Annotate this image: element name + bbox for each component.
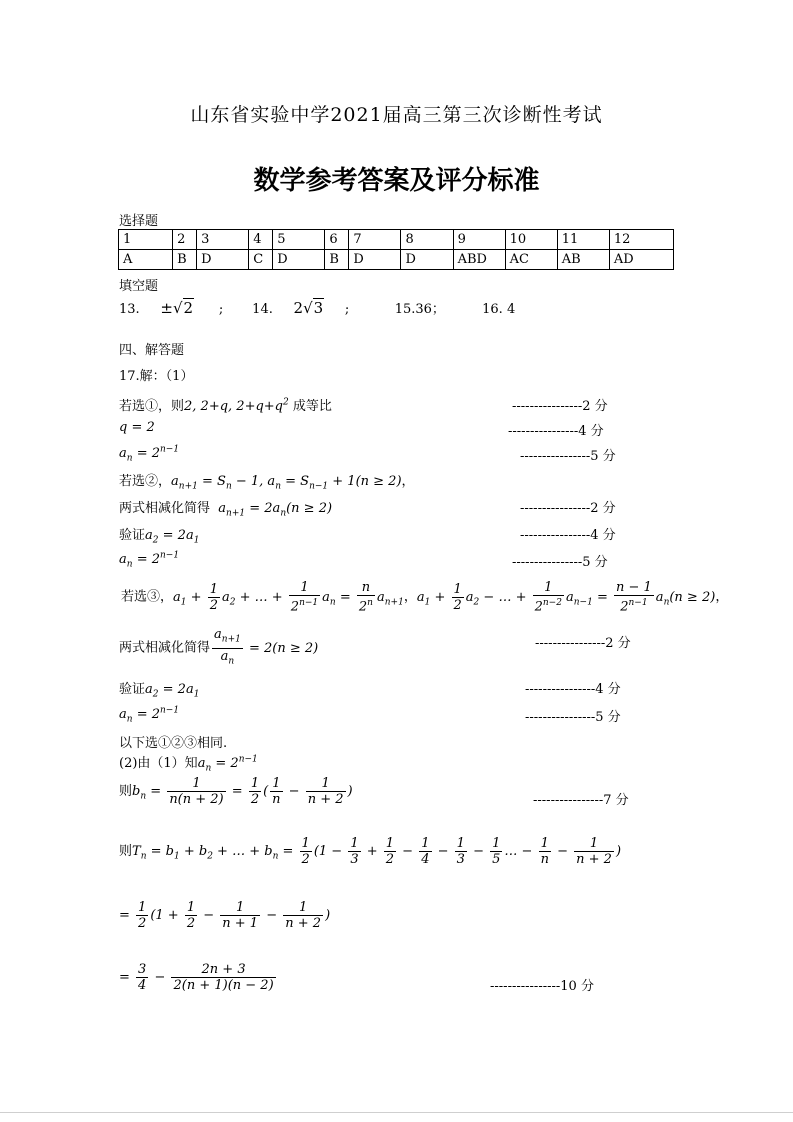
fill-answers: [119, 298, 515, 317]
q13-number: 13.: [119, 302, 140, 317]
part2-formula: $a_n = 2^{n-1}$: [197, 754, 258, 774]
option3-line: 若选③，$a_1$ + $\frac{1}{2}$ $a_2$ + … + $\frac{1}{2^{n-1}}$ $a_n$ = $\frac{n}{2^n}$ $a_{n+1}$，$a_1$ + $\frac{1}{2}$ $a_2$ − … + $\frac{1}{2^{n-2}}$ $a_{n-1}$ = $\frac{n - 1}{2^{n-1}}$ $a_n(n \ge 2)$，: [121, 580, 729, 615]
table-cell: 7: [349, 230, 401, 250]
table-cell: 2: [173, 230, 197, 250]
answer-row: [119, 250, 674, 270]
q14-coef: 2: [293, 299, 304, 317]
verify-text: 验证: [119, 528, 146, 543]
table-cell: 1: [119, 230, 173, 250]
table-cell: ABD: [453, 250, 505, 270]
table-cell: D: [401, 250, 453, 270]
exam-title: 山东省实验中学2021届高三第三次诊断性考试: [190, 104, 603, 126]
verify-text: 验证: [119, 682, 146, 697]
score-4: ----------------4 分: [520, 528, 616, 543]
q-value-line: [119, 420, 155, 435]
q13-separator: ;: [218, 302, 224, 317]
reduce2-text: 两式相减化简得: [119, 501, 211, 516]
verify2-line: [119, 524, 199, 546]
verify3-line: [119, 678, 199, 700]
question-number-row: [119, 230, 674, 250]
bn-line: [119, 776, 353, 807]
option1-formula: 2, 2+q, $2+q+q^2$: [184, 397, 289, 414]
an-line-2: [119, 551, 179, 570]
an-formula: $a_n = 2^{n-1}$: [119, 706, 180, 725]
option3-formula: $a_1$ + $\frac{1}{2}$ $a_2$ + … + $\frac{1}{2^{n-1}}$ $a_n$ = $\frac{n}{2^n}$ $a_{n+1}$: [173, 580, 404, 615]
q13-sign: ±: [160, 299, 173, 317]
table-cell: 5: [273, 230, 325, 250]
tn-result-formula: = $\frac{3}{4}$ − $\frac{2n + 3}{2(n + 1)(n - 2)}$: [119, 962, 274, 993]
an-line-3: [119, 706, 179, 725]
table-cell: AB: [557, 250, 609, 270]
reduce3-line: [119, 627, 318, 669]
q14-separator: ;: [344, 302, 350, 317]
q13-radicand: 2: [183, 299, 194, 317]
score-5: ----------------5 分: [512, 555, 608, 570]
q17-heading: 17.解：（1）: [119, 369, 194, 384]
score-4: ----------------4 分: [525, 682, 621, 697]
q14-answer: 2√3: [293, 299, 324, 317]
q13-answer: ±√2: [160, 299, 194, 317]
part2-line: [119, 752, 258, 774]
q15-answer: 15.36；: [394, 302, 445, 317]
bn-prefix: 则: [119, 784, 133, 799]
tn-step2: [119, 900, 330, 931]
option2-line: 若选②，$a_{n+1} = S_n - 1$, $a_n = S_{n-1} + 1(n \ge 2)$，: [119, 474, 415, 492]
table-cell: AC: [505, 250, 557, 270]
page-bottom-rule: [0, 1112, 793, 1113]
section4-label: 四、解答题: [119, 343, 185, 358]
table-cell: 11: [557, 230, 609, 250]
verify-formula: $a_2 = 2a_1$: [145, 682, 200, 700]
table-cell: 9: [453, 230, 505, 250]
score-2: ----------------2 分: [535, 636, 631, 651]
table-cell: B: [173, 250, 197, 270]
option1-intro: 若选①，则: [119, 399, 185, 414]
bn-formula: $b_n$ = $\frac{1}{n(n + 2)}$ = $\frac{1}{2}$ ( $\frac{1}{n}$ − $\frac{1}{n + 2}$ ): [132, 776, 353, 807]
tn-formula: $T_n = b_1 + b_2$ + … + $b_n$ = $\frac{1}{2}$ (1 − $\frac{1}{3}$ + $\frac{1}{2}$ − $\frac{1}{4}$ − $\frac{1}{3}$ − $\frac{1}{5}$ … − $\frac{1}{n}$ − $\frac{1}{n + 2}$ ): [132, 836, 622, 867]
option2-intro: 若选②，: [119, 474, 172, 489]
table-cell: D: [273, 250, 325, 270]
q16-answer: 16. 4: [482, 302, 516, 317]
table-cell: 12: [609, 230, 673, 250]
verify-formula: $a_2 = 2a_1$: [145, 528, 200, 546]
score-7: ----------------7 分: [533, 793, 629, 808]
score-5: ----------------5 分: [520, 449, 616, 464]
table-cell: B: [325, 250, 349, 270]
table-cell: 6: [325, 230, 349, 250]
fill-label: 填空题: [119, 279, 159, 294]
reduce2-line: [119, 497, 332, 519]
table-cell: A: [119, 250, 173, 270]
score-5: ----------------5 分: [525, 710, 621, 725]
tn-prefix: 则: [119, 844, 133, 859]
tn-line: [119, 836, 621, 867]
option3-formula-2: $a_1$ + $\frac{1}{2}$ $a_2$ − … + $\frac{1}{2^{n-2}}$ $a_{n-1}$ = $\frac{n - 1}{2^{n-1}}$ $a_n(n \ge 2)$: [416, 580, 716, 615]
an-line-1: [119, 445, 179, 464]
q14-radicand: 3: [313, 299, 324, 317]
table-cell: AD: [609, 250, 673, 270]
reduce3-formula: $\frac{a_{n+1}}{a_n}$ = 2(n ≥ 2): [214, 627, 319, 667]
q14-number: 14.: [252, 302, 273, 317]
choice-answer-table: [118, 229, 674, 270]
q-formula: q = 2: [119, 420, 155, 435]
score-4: ----------------4 分: [508, 424, 604, 439]
page-title: 数学参考答案及评分标准: [253, 166, 540, 196]
reduce2-formula: $a_{n+1} = 2a_n(n \ge 2)$: [218, 501, 333, 519]
score-2: ----------------2 分: [520, 501, 616, 516]
an-formula: $a_n = 2^{n-1}$: [119, 445, 180, 464]
table-cell: 8: [401, 230, 453, 250]
tn-step2-formula: = $\frac{1}{2}$ (1 + $\frac{1}{2}$ − $\frac{1}{n + 1}$ − $\frac{1}{n + 2}$ ): [119, 900, 331, 931]
table-cell: D: [349, 250, 401, 270]
score-2: ----------------2 分: [512, 399, 608, 414]
option2-formula: $a_{n+1} = S_n - 1$, $a_n = S_{n-1} + 1(n \ge 2)$: [171, 474, 402, 492]
option1-line: [119, 395, 332, 414]
table-cell: D: [197, 250, 249, 270]
option3-intro: 若选③，: [121, 589, 174, 605]
table-cell: C: [249, 250, 273, 270]
score-10: ----------------10 分: [490, 979, 594, 994]
part2-text: (2)由（1）知: [119, 756, 198, 771]
same-note: 以下选①②③相同.: [119, 736, 228, 751]
an-formula: $a_n = 2^{n-1}$: [119, 551, 180, 570]
reduce3-text: 两式相减化简得: [119, 640, 211, 656]
option1-tail: 成等比: [292, 399, 332, 414]
choice-label: 选择题: [119, 214, 159, 229]
tn-result: [119, 962, 278, 993]
table-cell: 4: [249, 230, 273, 250]
table-cell: 10: [505, 230, 557, 250]
table-cell: 3: [197, 230, 249, 250]
